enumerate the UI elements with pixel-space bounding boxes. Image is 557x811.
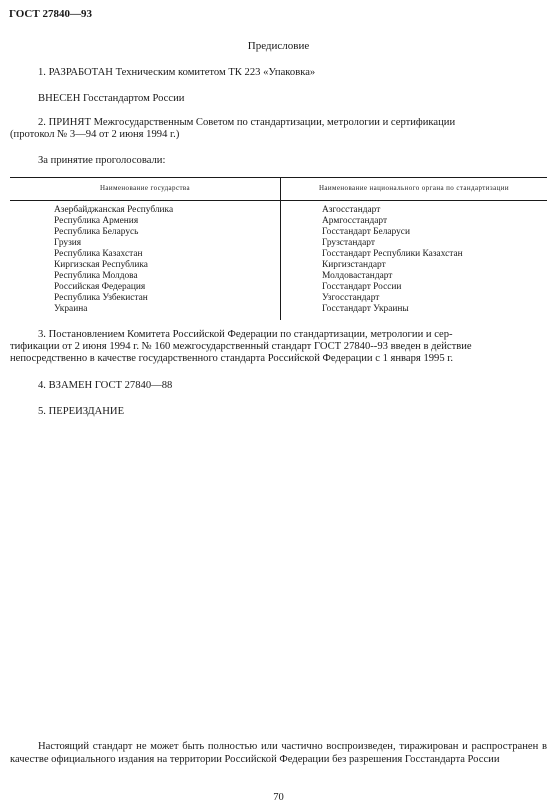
table-cell-body: Госстандарт Беларуси: [322, 227, 410, 237]
table-cell-body: Молдовастандарт: [322, 271, 393, 281]
table-cell-body: Узгосстандарт: [322, 293, 380, 303]
paragraph-adopted-line2: (протокол № 3—94 от 2 июня 1994 г.): [10, 129, 180, 140]
table-cell-state: Республика Узбекистан: [54, 293, 148, 303]
table-header-body: Наименование национального органа по стандартизации: [318, 184, 510, 192]
table-cell-state: Республика Армения: [54, 216, 139, 226]
section-title: Предисловие: [247, 40, 310, 52]
paragraph-introduced: ВНЕСЕН Госстандартом России: [38, 93, 185, 104]
table-cell-body: Армгосстандарт: [322, 216, 388, 226]
bodies-column: [322, 205, 463, 315]
copyright-notice: Настоящий стандарт не может быть полностью или частично воспроизведен, тиражирован и распространен в качестве официального издания на территории Российской Федерации без разрешения Госстандарта России: [10, 741, 547, 765]
table-cell-body: Киргизстандарт: [322, 260, 386, 270]
paragraph-replaces: 4. ВЗАМЕН ГОСТ 27840—88: [38, 380, 173, 391]
table-header-rule: [10, 200, 547, 201]
table-header-state: Наименование государства: [99, 184, 191, 192]
table-cell-state: Украина: [54, 304, 88, 314]
table-cell-state: Киргизская Республика: [54, 260, 148, 270]
table-cell-state: Российская Федерация: [54, 282, 146, 292]
document-code: ГОСТ 27840—93: [9, 8, 92, 20]
paragraph-decree-line1: 3. Постановлением Комитета Российской Федерации по стандартизации, метрологии и сер-: [38, 329, 453, 340]
states-column: [54, 205, 173, 315]
table-cell-state: Республика Молдова: [54, 271, 138, 281]
table-cell-state: Республика Беларусь: [54, 227, 139, 237]
paragraph-decree-line3: непосредственно в качестве государственного стандарта Российской Федерации с 1 января 1995 г.: [10, 353, 454, 364]
table-cell-body: Госстандарт Республики Казахстан: [322, 249, 463, 259]
page-number: 70: [273, 792, 284, 803]
table-cell-state: Азербайджанская Республика: [54, 205, 174, 215]
paragraph-decree-line2: тификации от 2 июня 1994 г. № 160 межгосударственный стандарт ГОСТ 27840--93 введен в действие: [10, 341, 472, 352]
table-cell-body: Грузстандарт: [322, 238, 375, 248]
table-cell-state: Республика Казахстан: [54, 249, 143, 259]
paragraph-developed: 1. РАЗРАБОТАН Техническим комитетом ТК 223 «Упаковка»: [38, 67, 316, 78]
table-cell-body: Госстандарт Украины: [322, 304, 409, 314]
paragraph-reissue: 5. ПЕРЕИЗДАНИЕ: [38, 406, 125, 417]
table-cell-body: Госстандарт России: [322, 282, 402, 292]
table-column-divider: [280, 177, 281, 320]
table-cell-state: Грузия: [54, 238, 82, 248]
table-top-rule: [10, 177, 547, 178]
paragraph-adopted-line1: 2. ПРИНЯТ Межгосударственным Советом по стандартизации, метрологии и сертификации: [38, 117, 456, 128]
table-cell-body: Азгосстандарт: [322, 205, 381, 215]
voted-label: За принятие проголосовали:: [38, 155, 166, 166]
